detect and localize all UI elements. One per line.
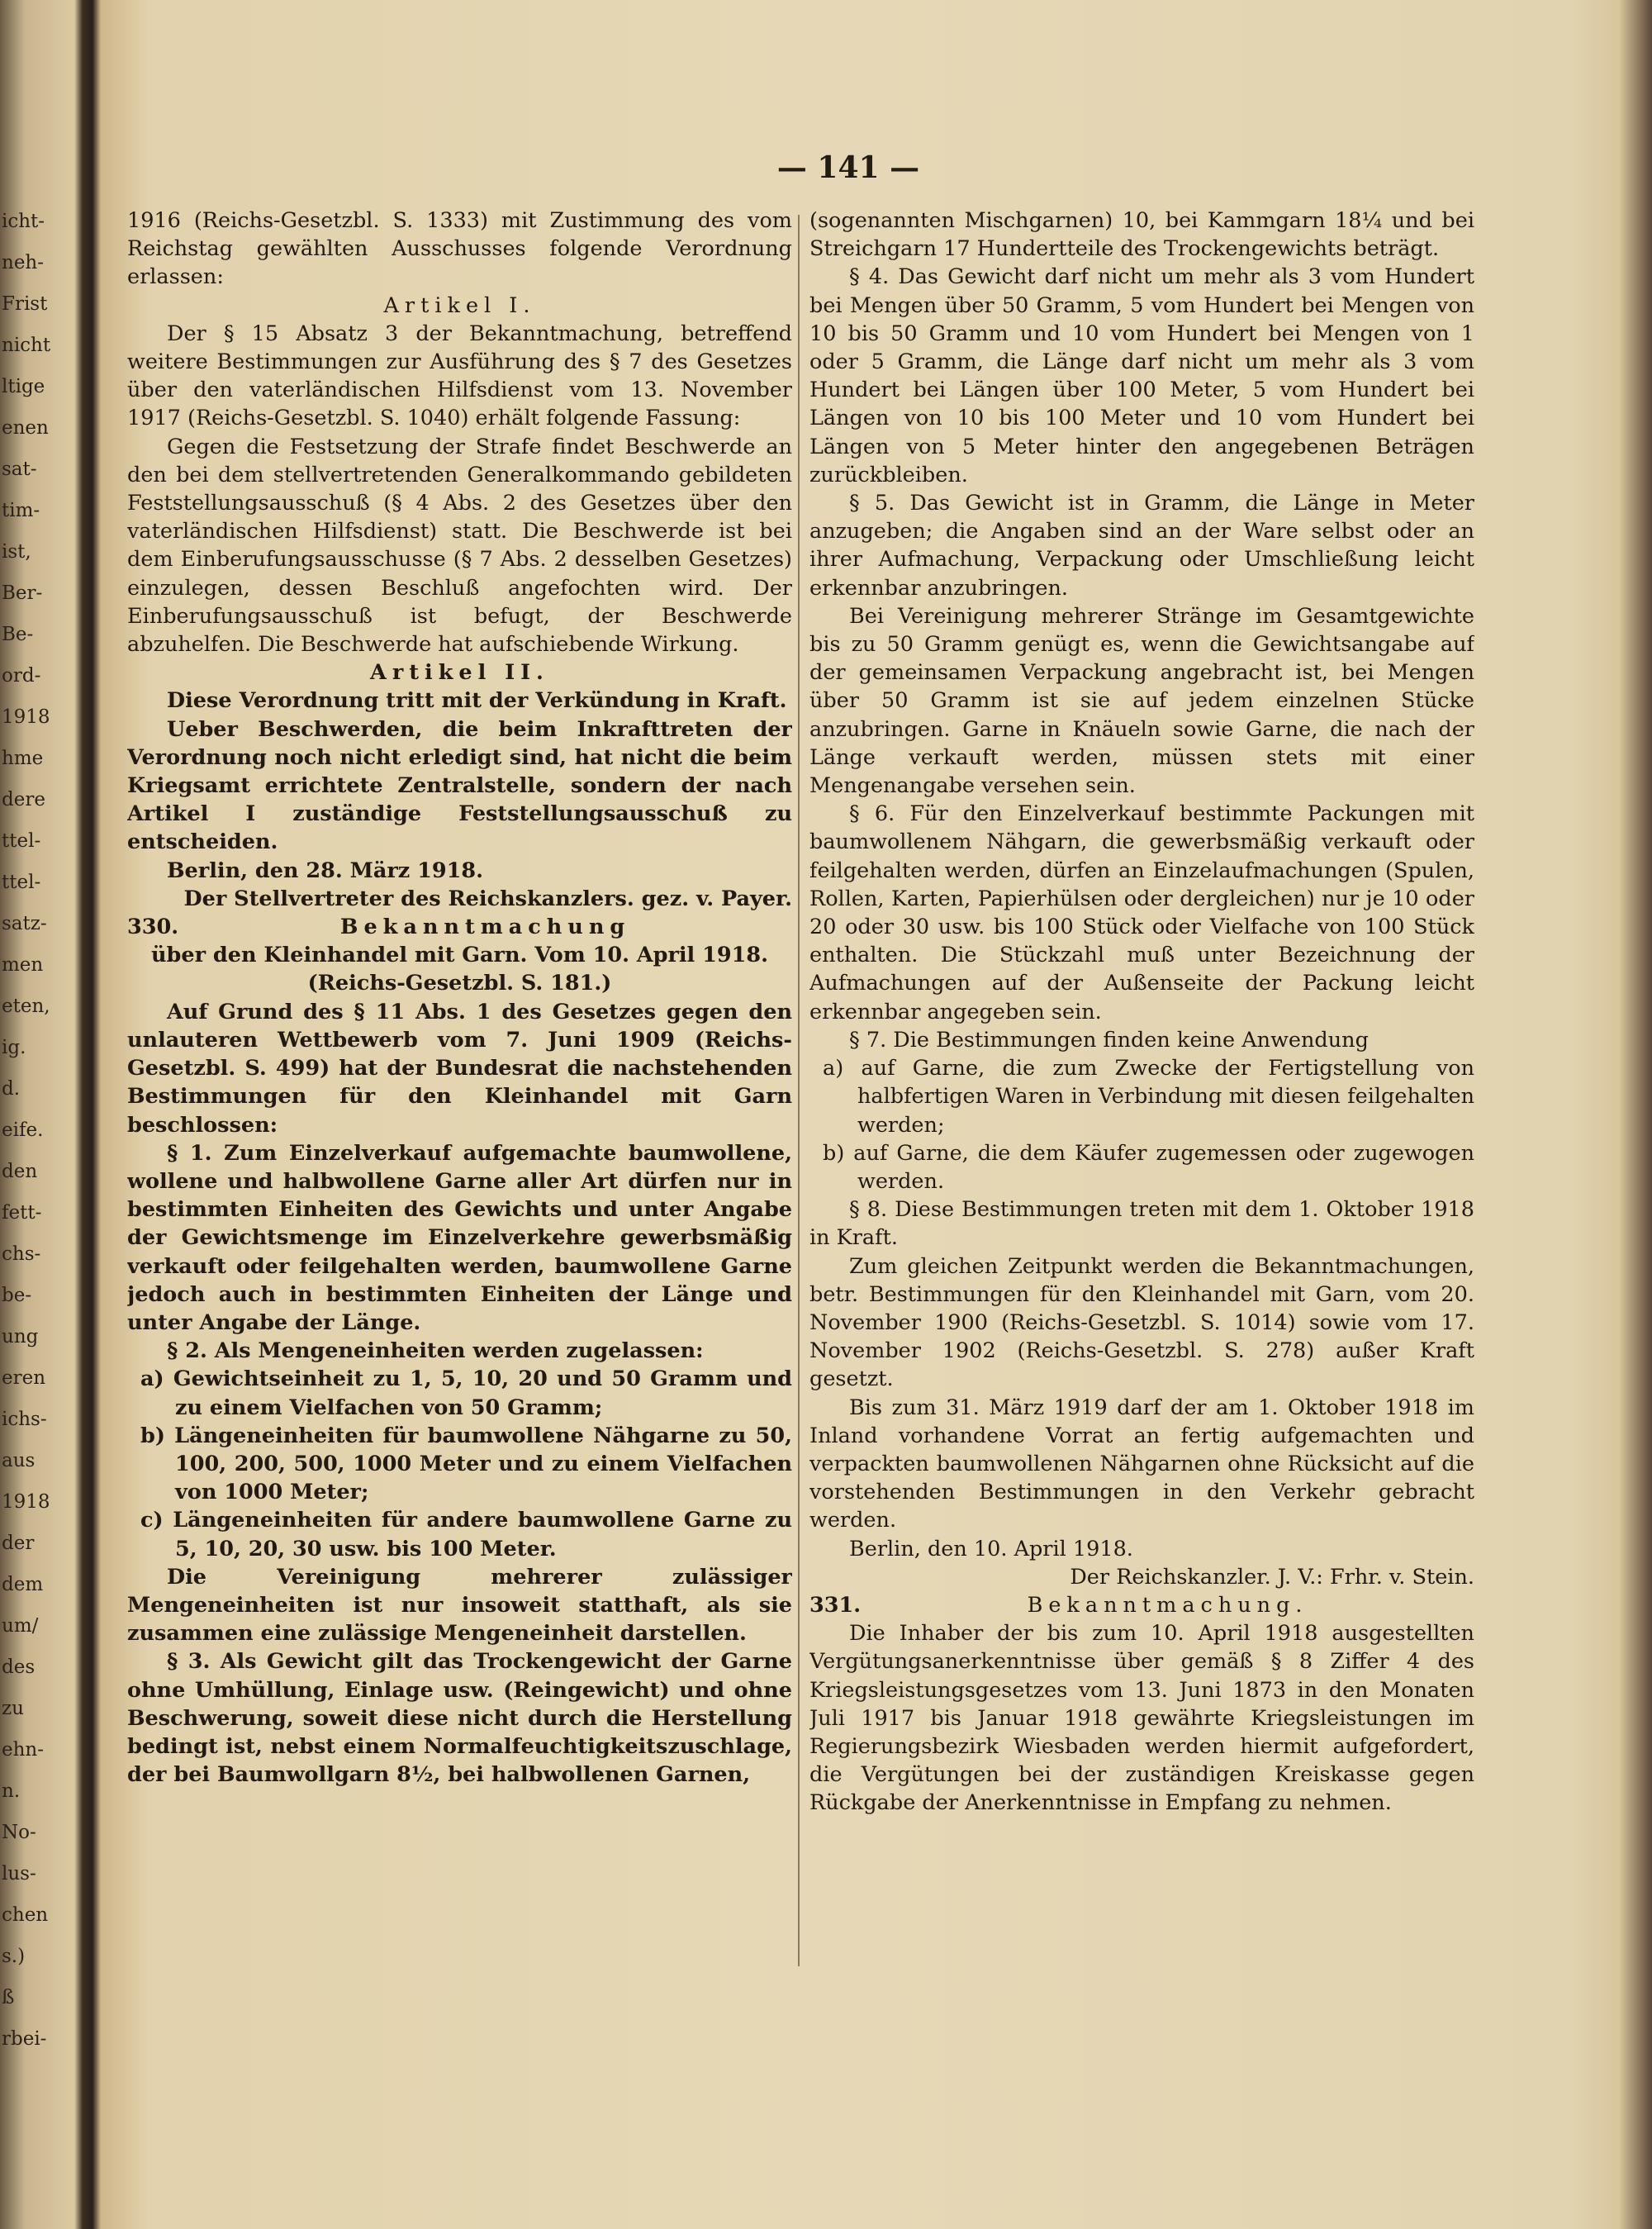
prev-page-fragment: Be-	[2, 624, 34, 645]
left-column	[127, 207, 792, 2024]
prev-page-fragment: eife.	[2, 1119, 44, 1141]
prev-page-fragment: neh-	[2, 252, 45, 273]
paragraph: 1916 (Reichs-Gesetzbl. S. 1333) mit Zustimmung des vom Reichstag gewählten Ausschusses folgende Verordnung erlassen:	[127, 208, 792, 290]
announcement-header	[809, 1591, 1474, 1619]
section: § 2. Als Mengeneinheiten werden zugelassen:	[167, 1338, 704, 1364]
section: § 7. Die Bestimmungen finden keine Anwendung	[849, 1027, 1369, 1053]
paragraph: Gegen die Festsetzung der Strafe findet Beschwerde an den bei dem stellvertretenden Generalkommando gebildeten Feststellungsausschuß (§ 4 Abs. 2 des Gesetzes über den vaterländischen Hilfsdienst) statt. Die Beschwerde ist bei dem Einberufungsausschusse (§ 7 Abs. 2 desselben Gesetzes) einzulegen, dessen Beschluß angefochten wird. Der Einberufungsausschuß ist befugt, der Beschwerde abzuhelfen. Die Beschwerde hat aufschiebende Wirkung.	[127, 434, 792, 658]
section: § 8. Diese Bestimmungen treten mit dem 1. Oktober 1918 in Kraft.	[809, 1197, 1474, 1251]
list-item: a) Gewichtseinheit zu 1, 5, 10, 20 und 50 Gramm und zu einem Vielfachen von 50 Gramm;	[140, 1366, 792, 1420]
paragraph: (sogenannten Mischgarnen) 10, bei Kammgarn 18¼ und bei Streichgarn 17 Hundertteile des Trockengewichts beträgt.	[809, 208, 1474, 262]
paragraph: Diese Verordnung tritt mit der Verkündung in Kraft.	[167, 688, 787, 714]
signature-line: Der Stellvertreter des Reichskanzlers. gez. v. Payer.	[183, 886, 792, 911]
prev-page-fragment: ttel-	[2, 872, 41, 893]
list-item: a) auf Garne, die zum Zwecke der Fertigstellung von halbfertigen Waren in Verbindung mit diesen feilgehalten werden;	[823, 1056, 1474, 1138]
prev-page-fragment: eren	[2, 1367, 46, 1389]
prev-page-fragment: dem	[2, 1574, 44, 1595]
signature-line: Der Reichskanzler. J. V.: Frhr. v. Stein.	[1070, 1564, 1474, 1590]
prev-page-fragment: chen	[2, 1904, 49, 1926]
announcement-reference: (Reichs-Gesetzbl. S. 181.)	[307, 971, 612, 996]
prev-page-fragment: ichs-	[2, 1409, 47, 1430]
announcement-number: 331.	[809, 1592, 862, 1618]
article-heading: Artikel I.	[383, 292, 536, 318]
announcement-heading: Bekanntmachung	[339, 915, 631, 940]
announcement-title: über den Kleinhandel mit Garn. Vom 10. April 1918.	[151, 943, 768, 968]
page	[101, 0, 1633, 2229]
paragraph: Bis zum 31. März 1919 darf der am 1. Oktober 1918 im Inland vorhandene Vorrat an fertig aufgemachten und verpackten baumwollenen Nähgarnen ohne Rücksicht auf die vorstehenden Bestimmungen in den Verkehr gebracht werden.	[809, 1395, 1474, 1533]
prev-page-fragment: Ber-	[2, 582, 43, 604]
prev-page-fragment: des	[2, 1656, 36, 1678]
prev-page-fragment: s.)	[2, 1946, 26, 1967]
prev-page-fragment: be-	[2, 1285, 32, 1306]
prev-page-fragment: sat-	[2, 459, 37, 480]
article-heading: Artikel II.	[370, 660, 549, 686]
prev-page-fragment: ord-	[2, 665, 41, 687]
date-line: Berlin, den 10. April 1918.	[849, 1536, 1133, 1561]
prev-page-fragment: satz-	[2, 913, 47, 934]
prev-page-fragment: aus	[2, 1450, 36, 1471]
prev-page-fragment: ehn-	[2, 1739, 45, 1761]
paragraph: Ueber Beschwerden, die beim Inkrafttreten der Verordnung noch nicht erledigt sind, hat nicht die beim Kriegsamt errichtete Zentralstelle, sondern der nach Artikel I zuständige Feststellungsausschuß zu entscheiden.	[127, 716, 792, 855]
announcement-header	[127, 913, 792, 941]
prev-page-fragment: chs-	[2, 1243, 41, 1265]
paragraph: Zum gleichen Zeitpunkt werden die Bekanntmachungen, betr. Bestimmungen für den Kleinhandel mit Garn, vom 20. November 1900 (Reichs-Gesetzbl. S. 1014) sowie vom 17. November 1902 (Reichs-Gesetzbl. S. 278) außer Kraft gesetzt.	[809, 1253, 1474, 1392]
paragraph: Die Vereinigung mehrerer zulässiger Mengeneinheiten ist nur insoweit statthaft, als sie zusammen eine zulässige Mengeneinheit darstellen.	[127, 1564, 792, 1647]
date-line: Berlin, den 28. März 1918.	[167, 858, 483, 883]
prev-page-fragment: fett-	[2, 1202, 42, 1224]
prev-page-fragment: 1918	[2, 1491, 50, 1513]
previous-page-edge	[0, 0, 79, 2229]
prev-page-fragment: tim-	[2, 500, 40, 521]
prev-page-fragment: No-	[2, 1822, 36, 1843]
prev-page-fragment: nicht	[2, 335, 51, 356]
prev-page-fragment: den	[2, 1161, 38, 1182]
prev-page-fragment: Frist	[2, 293, 48, 315]
right-column	[809, 207, 1474, 2024]
list-item: b) Längeneinheiten für baumwollene Nähgarne zu 50, 100, 200, 500, 1000 Meter und zu einem Vielfachen von 1000 Meter;	[140, 1423, 792, 1505]
prev-page-fragment: d.	[2, 1078, 21, 1100]
section: § 5. Das Gewicht ist in Gramm, die Länge in Meter anzugeben; die Angaben sind an der Ware selbst oder an ihrer Aufmachung, Verpackung oder Umschließung leicht erkennbar anzubringen.	[809, 491, 1474, 601]
list-item: c) Längeneinheiten für andere baumwollene Garne zu 5, 10, 20, 30 usw. bis 100 Meter.	[140, 1508, 792, 1561]
prev-page-fragment: ttel-	[2, 830, 41, 852]
prev-page-fragment: 1918	[2, 706, 50, 728]
prev-page-fragment: dere	[2, 789, 45, 810]
prev-page-fragment: ltige	[2, 376, 45, 397]
prev-page-fragment: enen	[2, 417, 49, 439]
prev-page-fragment: der	[2, 1533, 35, 1554]
prev-page-fragment: eten,	[2, 996, 50, 1017]
announcement-heading: Bekanntmachung.	[1027, 1592, 1308, 1618]
prev-page-fragment: n.	[2, 1780, 21, 1802]
column-divider	[798, 215, 800, 1966]
prev-page-fragment: um/	[2, 1615, 39, 1637]
prev-page-fragment: icht-	[2, 211, 45, 232]
prev-page-fragment: ung	[2, 1326, 39, 1347]
prev-page-fragment: lus-	[2, 1863, 36, 1884]
paragraph: Die Inhaber der bis zum 10. April 1918 ausgestellten Vergütungsanerkenntnisse über gemäß § 8 Ziffer 4 des Kriegsleistungsgesetzes vom 13. Juni 1873 in den Monaten Juli 1917 bis Januar 1918 gewährte Kriegsleistungen im Regierungsbezirk Wiesbaden werden hiermit aufgefordert, die Vergütungen bei der zuständigen Kreiskasse gegen Rückgabe der Anerkenntnisse in Empfang zu nehmen.	[809, 1621, 1474, 1816]
paragraph: Der § 15 Absatz 3 der Bekanntmachung, betreffend weitere Bestimmungen zur Ausführung des § 7 des Gesetzes über den vaterländischen Hilfsdienst vom 13. November 1917 (Reichs-Gesetzbl. S. 1040) erhält folgende Fassung:	[127, 321, 792, 431]
prev-page-fragment: men	[2, 954, 44, 976]
section: § 4. Das Gewicht darf nicht um mehr als 3 vom Hundert bei Mengen über 50 Gramm, 5 vom Hundert bei Mengen von 10 bis 50 Gramm und 10 vom Hundert bei Mengen von 1 oder 5 Gramm, die Länge darf nicht um mehr als 3 vom Hundert bei Längen über 100 Meter, 5 vom Hundert bei Längen von 10 bis 100 Meter und 10 vom Hundert bei Längen von 5 Meter hinter den angegebenen Beträgen zurückbleiben.	[809, 264, 1474, 487]
list-item: b) auf Garne, die dem Käufer zugemessen oder zugewogen werden.	[823, 1140, 1474, 1194]
prev-page-fragment: ß	[2, 1987, 15, 2008]
page-number: — 141 —	[776, 150, 920, 185]
prev-page-fragment: hme	[2, 748, 44, 769]
prev-page-fragment: ig.	[2, 1037, 26, 1058]
section: § 6. Für den Einzelverkauf bestimmte Packungen mit baumwollenem Nähgarn, die gewerbsmäßig verkauft oder feilgehalten werden, dürfen an Einzelaufmachungen (Spulen, Rollen, Karten, Papierhülsen oder dergleichen) nur je 10 oder 20 oder 30 usw. bis 100 Stück oder Vielfache von 100 Stück enthalten. Die Stückzahl muß unter Bezeichnung der Aufmachungen auf der Außenseite der Packung leicht erkennbar angegeben sein.	[809, 801, 1474, 1024]
prev-page-fragment: zu	[2, 1698, 24, 1719]
paragraph: Auf Grund des § 11 Abs. 1 des Gesetzes gegen den unlauteren Wettbewerb vom 7. Juni 1909 (Reichs-Gesetzbl. S. 499) hat der Bundesrat die nachstehenden Bestimmungen für den Kleinhandel mit Garn beschlossen:	[127, 999, 792, 1138]
section: § 1. Zum Einzelverkauf aufgemachte baumwollene, wollene und halbwollene Garne aller Art dürfen nur in bestimmten Einheiten des Gewichts und unter Angabe der Gewichtsmenge im Einzelverkehre gewerbsmäßig verkauft oder feilgehalten werden, baumwollene Garne jedoch auch in bestimmten Einheiten der Länge und unter Angabe der Länge.	[127, 1140, 792, 1335]
section: § 3. Als Gewicht gilt das Trockengewicht der Garne ohne Umhüllung, Einlage usw. (Reingewicht) und ohne Beschwerung, soweit diese nicht durch die Herstellung bedingt ist, nebst einem Normalfeuchtigkeitszuschlage, der bei Baumwollgarn 8½, bei halbwollenen Garnen,	[127, 1649, 792, 1788]
paragraph: Bei Vereinigung mehrerer Stränge im Gesamtgewichte bis zu 50 Gramm genügt es, wenn die Gewichtsangabe auf der gemeinsamen Verpackung angebracht ist, bei Mengen über 50 Gramm ist sie auf jedem einzelnen Stücke anzubringen. Garne in Knäueln sowie Garne, die nach der Länge verkauft werden, müssen stets mit einer Mengenangabe versehen sein.	[809, 603, 1474, 799]
prev-page-fragment: ist,	[2, 541, 31, 563]
prev-page-fragment: rbei-	[2, 2028, 47, 2050]
announcement-number: 330.	[127, 915, 179, 940]
